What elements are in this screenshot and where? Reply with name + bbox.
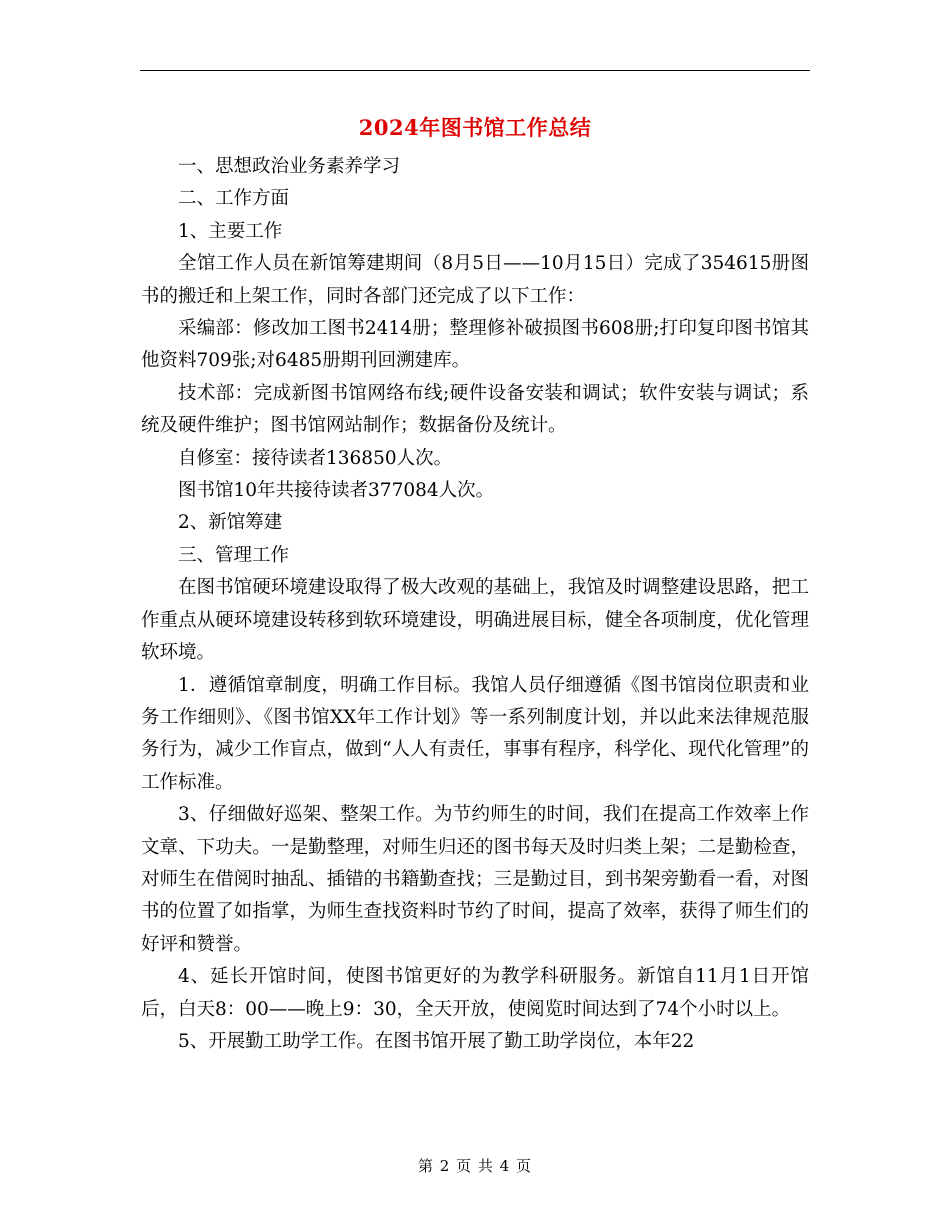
document-body: [141, 151, 809, 1058]
paragraph: 2、新馆筹建: [178, 512, 283, 534]
paragraph: 1．遵循馆章制度，明确工作目标。我馆人员仔细遵循《图书馆岗位职责和业务工作细则》、《图书馆XX年工作计划》等一系列制度计划，并以此来法律规范服务行为，减少工作盲点，做到“人人有责任，事事有程序，科学化、现代化管理”的工作标准。: [141, 674, 809, 793]
paragraph: 一、思想政治业务素养学习: [178, 156, 401, 177]
paragraph: 1、主要工作: [178, 220, 283, 242]
paragraph: 4、延长开馆时间，使图书馆更好的为教学科研服务。新馆自11月1日开馆后，白天8：00——晚上9：30，全天开放，使阅览时间达到了74个小时以上。: [141, 966, 809, 1020]
paragraph: 3、仔细做好巡架、整架工作。为节约师生的时间，我们在提高工作效率上作文章、下功夫。一是勤整理，对师生归还的图书每天及时归类上架；二是勤检查，对师生在借阅时抽乱、插错的书籍勤查找；三是勤过目，到书架旁勤看一看，对图书的位置了如指掌，为师生查找资料时节约了时间，提高了效率，获得了师生们的好评和赞誉。: [141, 804, 809, 955]
page-footer: 第 2 页 共 4 页: [418, 1157, 532, 1175]
paragraph: 在图书馆硬环境建设取得了极大改观的基础上，我馆及时调整建设思路，把工作重点从硬环境建设转移到软环境建设，明确进展目标，健全各项制度，优化管理软环境。: [141, 577, 809, 664]
paragraph: 采编部：修改加工图书2414册；整理修补破损图书608册;打印复印图书馆其他资料709张;对6485册期刊回溯建库。: [141, 318, 809, 372]
paragraph: 5、开展勤工助学工作。在图书馆开展了勤工助学岗位，本年22: [178, 1030, 695, 1052]
paragraph: 二、工作方面: [178, 188, 290, 210]
paragraph: 三、管理工作: [178, 544, 290, 566]
paragraph: 自修室：接待读者136850人次。: [178, 447, 453, 469]
paragraph: 全馆工作人员在新馆筹建期间（8月5日——10月15日）完成了354615册图书的搬迁和上架工作，同时各部门还完成了以下工作：: [141, 253, 809, 307]
header-rule: [140, 70, 810, 71]
document-title: 2024年图书馆工作总结: [358, 115, 592, 140]
paragraph: 技术部：完成新图书馆网络布线;硬件设备安装和调试；软件安装与调试；系统及硬件维护；图书馆网站制作；数据备份及统计。: [141, 382, 809, 437]
paragraph: 图书馆10年共接待读者377084人次。: [178, 480, 495, 502]
